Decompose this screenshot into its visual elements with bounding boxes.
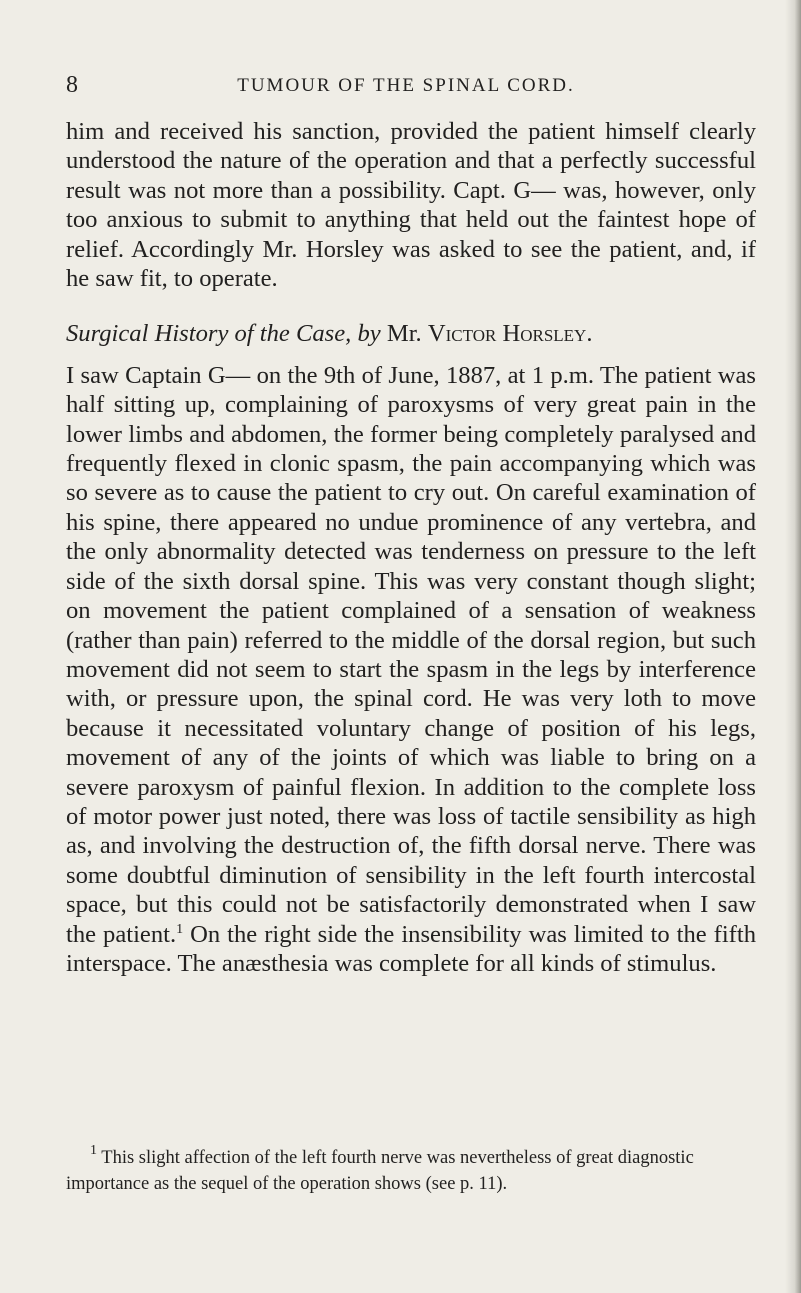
section-heading: [66, 319, 756, 348]
section-heading-title: Surgical History of the Case, by: [66, 320, 381, 348]
section-heading-author-prefix: Mr.: [386, 320, 422, 348]
paragraph-2-text: I saw Captain G— on the 9th of June, 1887, at 1 p.m. The patient was half sitting up, complaining of paroxysms of very great pain in the lower limbs and abdomen, the former being completely paralysed and frequently flexed in clonic spasm, the pain accompanying which was so severe as to cause the patient to cry out. On careful examination of his spine, there appeared no undue prominence of any vertebra, and the only abnormality detected was tenderness on pressure to the left side of the sixth dorsal spine. This was very constant though slight; on movement the patient complained of a sensation of weakness (rather than pain) referred to the middle of the dorsal region, but such movement did not seem to start the spasm in the legs by interference with, or pressure upon, the spinal cord. He was very loth to move because it necessitated voluntary change of position of his legs, movement of any of the joints of which was liable to bring on a severe paroxysm of painful flexion. In addition to the complete loss of motor power just noted, there was loss of tactile sensibility as high as, and involving the destruction of, the fifth dorsal nerve. There was some doubtful diminution of sensibility in the left fourth intercostal space, but this could not be satisfactorily demonstrated when I saw the patient.: [66, 361, 756, 948]
page-header: [66, 72, 746, 102]
footnote-text-block: [66, 1145, 756, 1197]
paragraph-2-text-continued: On the right side the insensibility was limited to the fifth interspace. The anæsthesia was complete for all kinds of stimulus.: [66, 920, 756, 977]
section-heading-author-name: Victor Horsley.: [427, 320, 593, 348]
paragraph-1: him and received his sanction, provided the patient himself clearly understood the nature of the operation and that a perfectly successful result was not more than a possibility. Capt. G— was, however, only too anxious to submit to anything that held out the faintest hope of relief. Accordingly Mr. Horsley was asked to see the patient, and, if he saw fit, to operate.: [66, 118, 756, 293]
body-text: [66, 117, 756, 978]
paragraph-2: [66, 361, 756, 979]
footnote-marker: 1: [90, 1143, 97, 1158]
footnote-text: This slight affection of the left fourth nerve was nevertheless of great diagnostic importance as the sequel of the operation shows (see p. 11).: [66, 1148, 694, 1194]
footnote: [66, 1145, 756, 1197]
footnote-reference: 1: [176, 921, 184, 937]
page-edge-shadow: [785, 0, 801, 1293]
running-head: TUMOUR OF THE SPINAL CORD.: [237, 75, 575, 96]
page-number: 8: [66, 72, 78, 98]
